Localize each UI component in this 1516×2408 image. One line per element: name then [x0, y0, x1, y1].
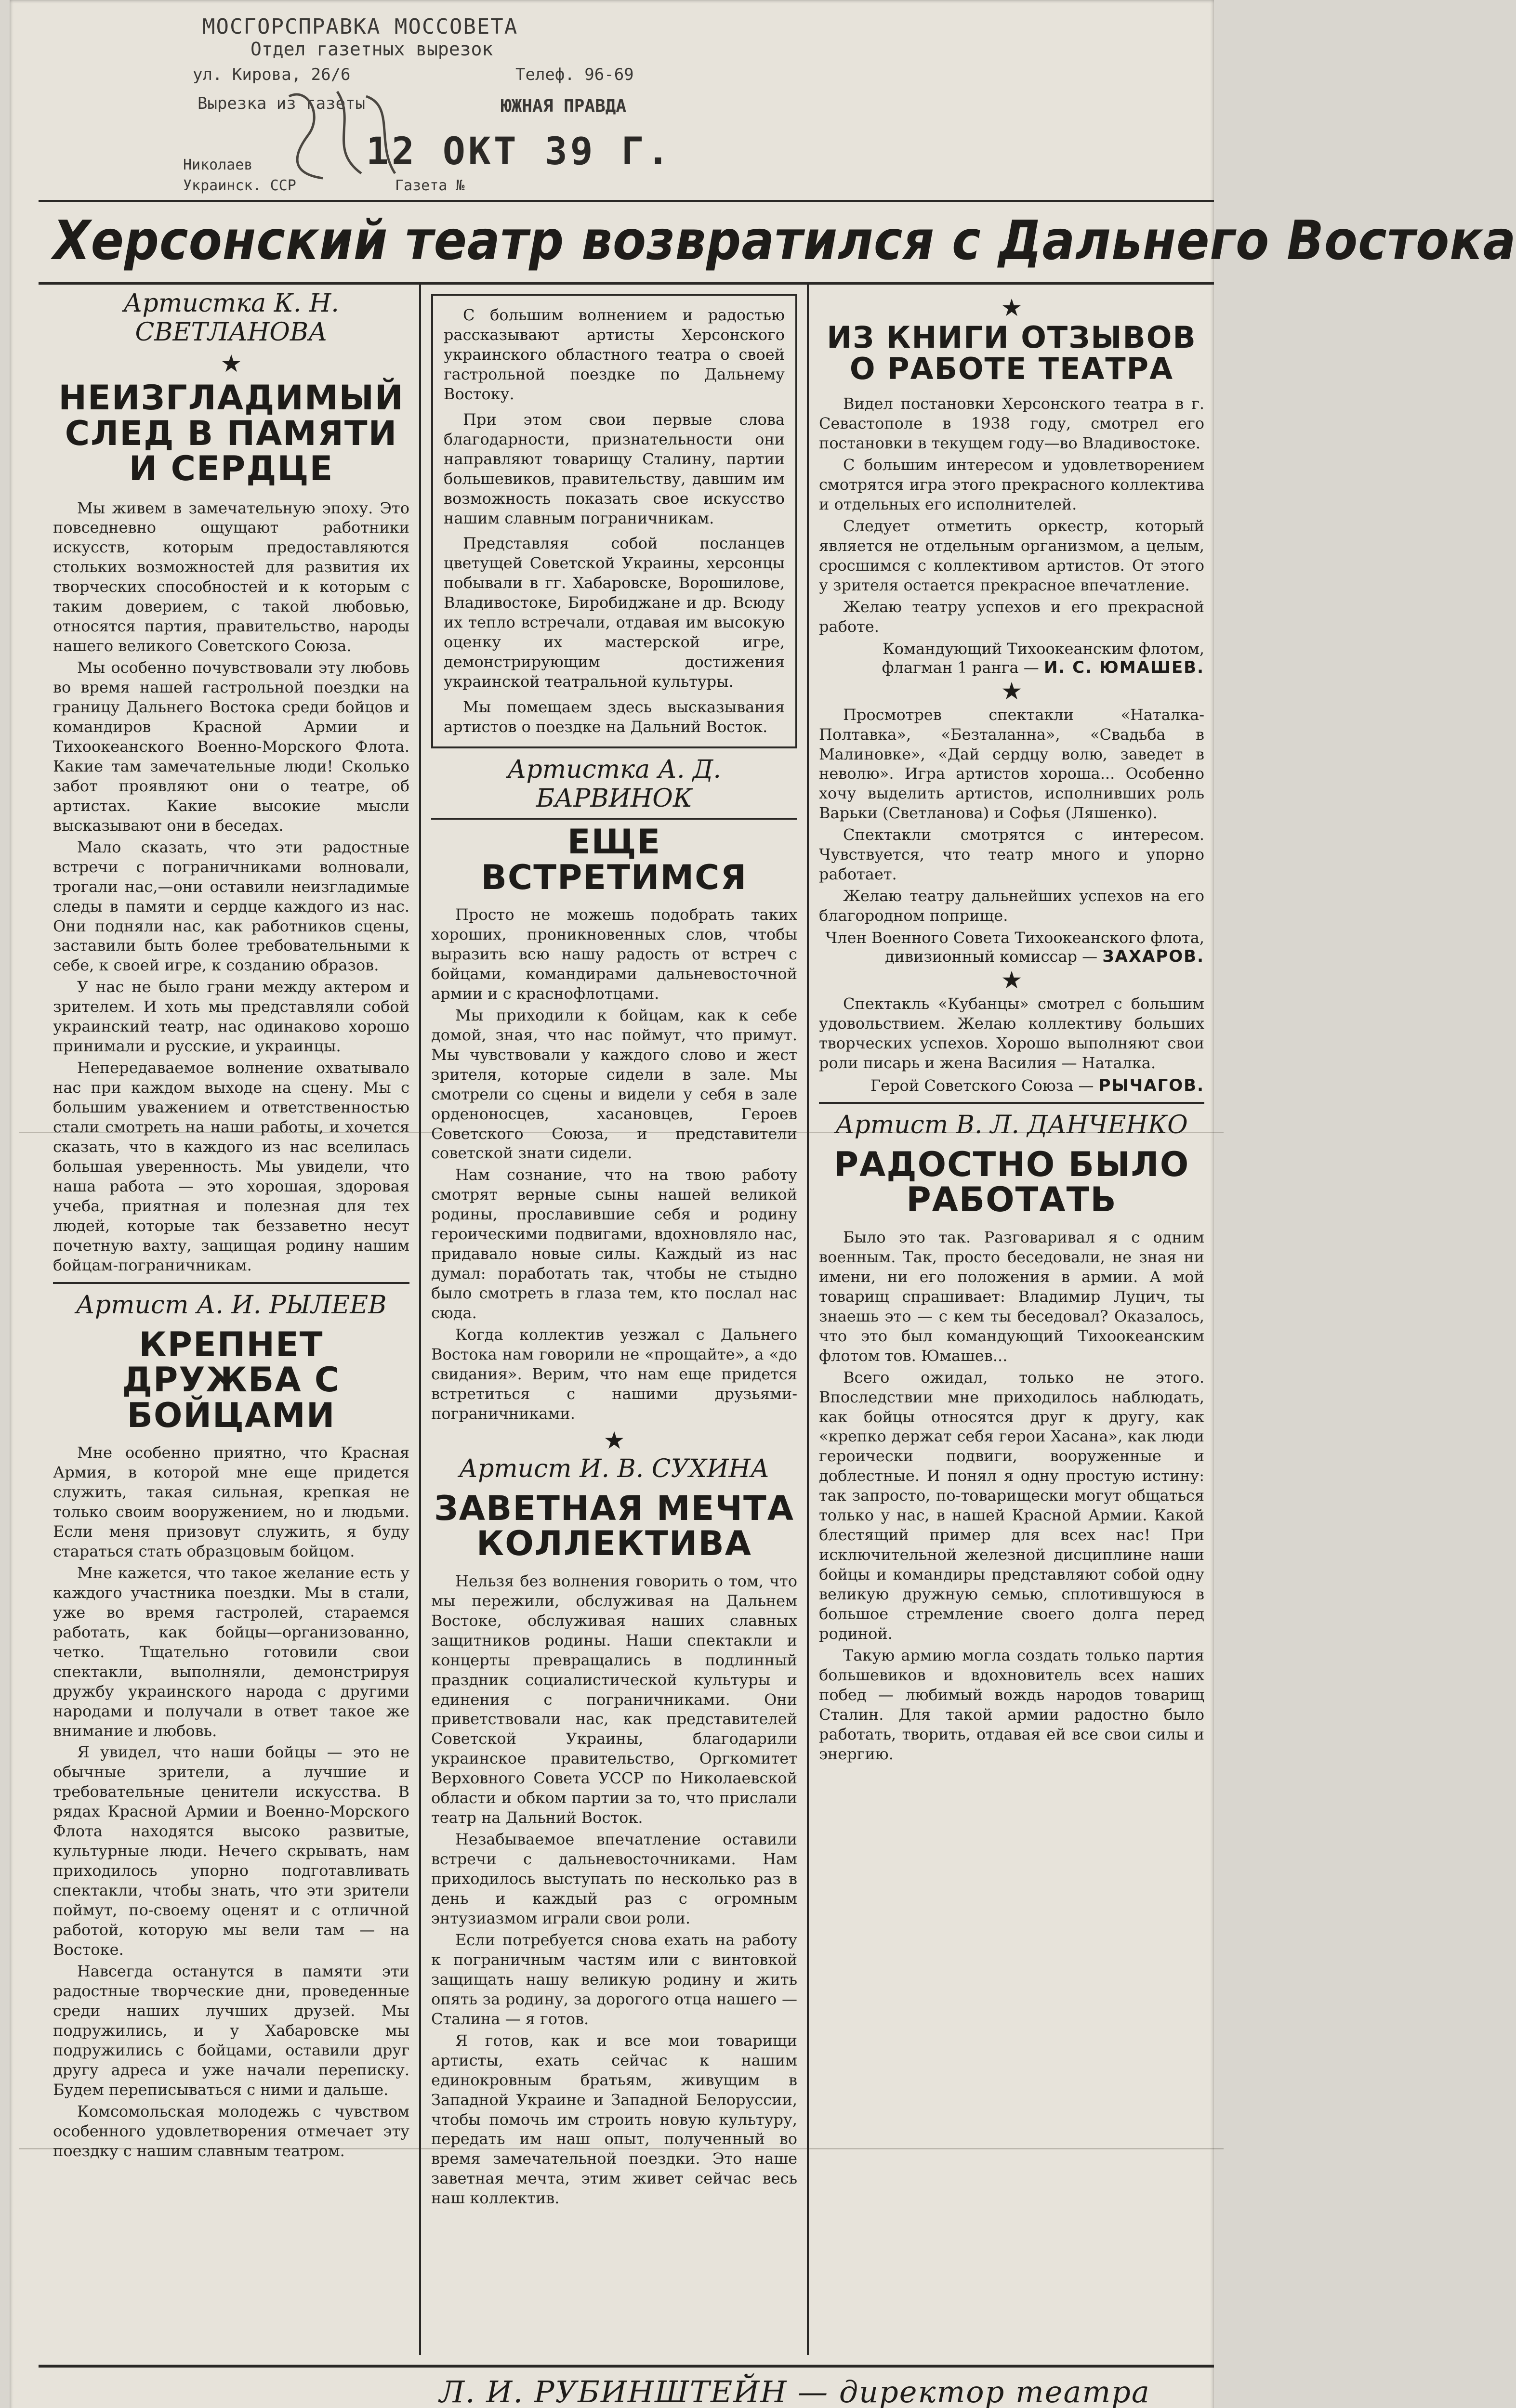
column-divider — [419, 284, 421, 2355]
section-rule — [53, 1282, 409, 1284]
headline-rule — [39, 282, 1214, 285]
paragraph: Видел постановки Херсонского театра в г. Севастополе в 1938 году, смотрел его постановки в текущем году—во Владивостоке. — [819, 394, 1204, 453]
top-rule — [39, 200, 1214, 202]
star-icon: ★ — [603, 1426, 625, 1454]
paragraph: С большим волнением и радостью рассказывают артисты Херсонского украинского областного театра о своей гастрольной поездке по Дальнему Востоку. — [444, 306, 785, 403]
stamp-newspaper: ЮЖНАЯ ПРАВДА — [501, 96, 627, 116]
stamp-address: ул. Кирова, 26/6 — [193, 65, 351, 84]
stamp-ssr: Украинск. ССР — [183, 177, 296, 194]
paragraph: Мы приходили к бойцам, как к себе домой, зная, что нас поймут, что примут. Мы чувствовали у каждого слово и жест зрителя, которые сидели в зале. Мы смотрели со сцены и видели у себя в зале орденоносцев, хасановцев, Героев Советского Союза, и представители советской знати сидели. — [431, 1006, 797, 1163]
paragraph: При этом свои первые слова благодарности, признательности они направляют товарищу Сталину, партии большевиков, правительству, давшим им возможность показать свое искусство нашим славным пограничникам. — [444, 410, 785, 527]
byline-danchenko: Артист В. Л. ДАНЧЕНКО — [835, 1110, 1188, 1139]
byline-ryleev: Артист А. И. РЫЛЕЕВ — [76, 1290, 387, 1320]
signature-zakharov — [819, 929, 1204, 966]
main-headline: Херсонский театр возвратился с Дальнего Востока — [53, 209, 1516, 272]
paragraph: Когда коллектив уезжал с Дальнего Востока нам говорили не «прощайте», а «до свидания». Верим, что нам еще придется встретиться с нашими друзьями-пограничниками. — [431, 1325, 797, 1423]
stamp-agency: МОСГОРСПРАВКА МОССОВЕТА — [202, 14, 518, 39]
article-body-ryleev — [53, 1443, 409, 2160]
paragraph: Непередаваемое волнение охватывало нас при каждом выходе на сцену. Мы с большим уважением и ответственностью стали смотреть на наши работы, и хочется сказать, что в каждого из нас вселилась большая уверенность. Мы увидели, что наша работа — это хорошая, здоровая учеба, приятная и полезная для тех людей, которые так беззаветно несут почетную вахту, защищая родину нашим бойцам-пограничникам. — [53, 1059, 409, 1274]
column-middle — [431, 294, 797, 2211]
newspaper-clipping — [10, 0, 1516, 2408]
paragraph: Спектакли смотрятся с интересом. Чувствуется, что театр много и упорно работает. — [819, 825, 1204, 884]
title-eshche-vstretimsya: ЕЩЕ ВСТРЕТИМСЯ — [481, 822, 748, 897]
title-radostno-bylo-rabotat: РАДОСТНО БЫЛО РАБОТАТЬ — [833, 1144, 1190, 1220]
signature-role: Командующий Тихоокеанским флотом, флагман 1 ранга — — [882, 639, 1204, 677]
signature-rychagov — [819, 1076, 1204, 1095]
signature-role: Герой Советского Союза — — [870, 1076, 1094, 1095]
paragraph: Мы живем в замечательную эпоху. Это повседневно ощущают работники искусств, которым предоставляются стольких возможностей для развития их творческих способностей и к которым с таким доверием, с такой любовью, относятся партия, правительство, народы нашего великого Советского Союза. — [53, 498, 409, 655]
article-body-barvinok — [431, 905, 797, 1424]
paragraph: Следует отметить оркестр, который является не отдельным организмом, а целым, сросшимся с коллективом артистов. От этого у зрителя остается прекрасное впечатление. — [819, 516, 1204, 594]
paragraph: С большим интересом и удовлетворением смотрятся игра этого прекрасного коллектива и отдельных его исполнителей. — [819, 456, 1204, 513]
intro-box-text — [444, 305, 785, 737]
signature-role: Член Военного Совета Тихоокеанского флота, дивизионный комиссар — — [825, 929, 1204, 966]
signature-name: ЗАХАРОВ. — [1102, 947, 1204, 967]
paragraph: Желаю театру дальнейших успехов на его благородном поприще. — [819, 887, 1204, 925]
signature-yumashev — [819, 640, 1204, 677]
signature-name: И. С. ЮМАШЕВ. — [1043, 657, 1204, 677]
byline-rubinstein: Л. И. РУБИНШТЕЙН — директор театра — [439, 2374, 1150, 2408]
title-iz-knigi-otzyvov: ИЗ КНИГИ ОТЗЫВОВ О РАБОТЕ ТЕАТРА — [827, 320, 1197, 387]
paper-fold — [19, 1132, 1224, 1133]
paragraph: Нельзя без волнения говорить о том, что мы пережили, обслуживая на Дальнем Востоке, обслуживая наших славных защитников родины. Наши спектакли и концерты превращались в подлинный праздник социалистической культуры и единения с пограничниками. Они приветствовали нас, как представителей Советской Украины, благодарили украинское правительство, Оргкомитет Верховного Совета УССР по Николаевской области и обком партии за то, что прислали театр на Дальний Восток. — [431, 1571, 797, 1827]
star-icon: ★ — [1001, 677, 1023, 705]
reviews-body-2 — [819, 705, 1204, 926]
star-icon: ★ — [220, 350, 242, 378]
paragraph: Комсомольская молодежь с чувством особенного удовлетворения отмечает эту поездку с нашим славным театром. — [53, 2102, 409, 2160]
section-rule — [819, 1102, 1204, 1104]
star-icon: ★ — [1001, 966, 1023, 995]
paragraph: Я готов, как и все мои товарищи артисты, ехать сейчас к нашим единокровным братьям, живущим в Западной Украине и Западной Белоруссии, чтобы помочь им строить новую культуру, передать им наш опыт, полученный во время замечательной поездки. Это наше заветная мечта, этим живет сейчас весь наш коллектив. — [431, 2031, 797, 2208]
paragraph: Представляя собой посланцев цветущей Советской Украины, херсонцы побывали в гг. Хабаровске, Ворошилове, Владивостоке, Биробиджане и др. Всюду их тепло встречали, отдавая им высокую оценку их мастерской игре, демонстрирующим достижения украинской театральной культуры. — [444, 534, 785, 691]
stamp-phone: Телеф. 96-69 — [515, 65, 634, 84]
column-svetlanova — [53, 289, 409, 2163]
stamp-gazette-no: Газета № — [395, 177, 465, 194]
paragraph: Такую армию могла создать только партия большевиков и вдохновитель всех наших побед — любимый вождь народов товарищ Сталин. Для такой армии радостно было работать, творить, отдавая ей все свои силы и энергию. — [819, 1646, 1204, 1763]
intro-box — [431, 294, 797, 748]
paragraph: Мне особенно приятно, что Красная Армия, в которой мне еще придется служить, такая сильная, крепкая не только своим вооружением, но и людьми. Если меня призовут служить, я буду стараться стать образцовым бойцом. — [53, 1443, 409, 1560]
article-body-svetlanova — [53, 498, 409, 1275]
title-krepnet-druzhba: КРЕПНЕТ ДРУЖБА С БОЙЦАМИ — [122, 1324, 341, 1435]
title-zavetnaya-mechta: ЗАВЕТНАЯ МЕЧТА КОЛЛЕКТИВА — [434, 1488, 794, 1564]
byline-barvinok: Артистка А. Д. БАРВИНОК — [507, 755, 721, 813]
article-body-danchenko — [819, 1228, 1204, 1764]
rubinstein-top-rule — [39, 2365, 1214, 2368]
clipping-stamp — [10, 0, 1214, 202]
section-rule — [431, 818, 797, 820]
paragraph: Просто не можешь подобрать таких хороших, проникновенных слов, чтобы выразить всю нашу радость от встреч с бойцами, командирами дальневосточной армии и с краснофлотцами. — [431, 905, 797, 1003]
stamp-clipped-from: Вырезка из газеты — [198, 94, 365, 113]
byline-sukhina: Артист И. В. СУХИНА — [459, 1454, 770, 1483]
paragraph: Было это так. Разговаривал я с одним военным. Так, просто беседовали, не зная ни имени, ни его положения в армии. А мой товарищ спрашивает: Владимир Луцич, ты знаешь это — с кем ты беседовал? Оказалось, что это был командующий Тихоокеанским флотом тов. Юмашев... — [819, 1228, 1204, 1365]
stamp-dept: Отдел газетных вырезок — [250, 39, 493, 60]
article-body-sukhina — [431, 1571, 797, 2209]
paragraph: Мне кажется, что такое желание есть у каждого участника поездки. Мы в стали, уже во время гастролей, стараемся работать, как бойцы—организованно, четко. Тщательно готовили свои спектакли, выполняли, демонстрируя дружбу украинского народа с другими народами и получали в ответ такое же внимание и любовь. — [53, 1563, 409, 1740]
stamp-date: 12 ОКТ 39 Г. — [366, 130, 672, 173]
byline-svetlanova: Артистка К. Н. СВЕТЛАНОВА — [123, 289, 339, 347]
paragraph: Просмотрев спектакли «Наталка-Полтавка», «Безталанна», «Свадьба в Малиновке», «Дай сердцу волю, заведет в неволю». Игра артистов хороша... Особенно хочу выделить артистов, исполнивших роль Варьки (Светланова) и Софья (Ляшенко). — [819, 705, 1204, 823]
paragraph: У нас не было грани между актером и зрителем. И хоть мы представляли собой украинский театр, нас одинаково хорошо принимали и русские, и украинцы. — [53, 978, 409, 1056]
column-reviews — [819, 294, 1204, 1767]
paper-fold — [19, 2148, 1224, 2149]
paragraph: Спектакль «Кубанцы» смотрел с большим удовольствием. Желаю коллективу больших творческих успехов. Хорошо выполняют свои роли писарь и жена Василия — Наталка. — [819, 995, 1204, 1072]
paragraph: Желаю театру успехов и его прекрасной работе. — [819, 597, 1204, 636]
paragraph: Всего ожидал, только не этого. Впоследствии мне приходилось наблюдать, как бойцы относятся друг к другу, как «крепко держат себя герои Хасана», как люди героически подвиги, вооруженные и доблестные. И понял я одну простую истину: так запросто, по-товарищески могут общаться только у нас, в нашей Красной Армии. Какой блестящий пример для всех нас! При исключительной железной дисциплине наши бойцы и командиры представляют собой одну великую дружную семью, сплотившуюся в большое стремление своего долга перед родиной. — [819, 1368, 1204, 1643]
reviews-body-3 — [819, 994, 1204, 1073]
column-divider — [807, 284, 809, 2355]
signature-name: РЫЧАГОВ. — [1098, 1075, 1204, 1095]
reviews-body — [819, 394, 1204, 636]
paragraph: Мало сказать, что эти радостные встречи с пограничниками волновали, трогали нас,—они оставили неизгладимые следы в памяти и сердце каждого из нас. Они подняли нас, как работников сцены, заставили быть более требовательными к себе, к своей игре, к созданию образов. — [53, 838, 409, 975]
paragraph: Я увидел, что наши бойцы — это не обычные зрители, а лучшие и требовательные ценители искусства. В рядах Красной Армии и Военно-Морского Флота находятся высоко развитые, культурные люди. Нечего скрывать, нам приходилось упорно подготавливать спектакли, чтобы знать, что эти зрители поймут, по-своему оценят и с отличной работой, которую мы вели там — на Востоке. — [53, 1743, 409, 1959]
star-icon: ★ — [1001, 294, 1023, 322]
handwritten-scrawl-icon — [279, 77, 405, 193]
paragraph: Нам сознание, что на твою работу смотрят верные сыны нашей великой родины, прославившие себя и родину героическими подвигами, вдохновляло нас, придавало новые силы. Каждый из нас думал: поработать так, чтобы не стыдно было смотреть в глаза тем, кто послал нас сюда. — [431, 1165, 797, 1322]
paragraph: Мы особенно почувствовали эту любовь во время нашей гастрольной поездки на границу Дальнего Востока среди бойцов и командиров Красной Армии и Тихоокеанского Военно-Морского Флота. Какие там замечательные люди! Сколько забот проявляют они о театре, об артистах. Какие высокие мысли высказывают они в беседах. — [53, 658, 409, 835]
paragraph: Мы помещаем здесь высказывания артистов о поездке на Дальний Восток. — [444, 698, 785, 736]
stamp-city: Николаев — [183, 157, 253, 173]
paragraph: Незабываемое впечатление оставили встречи с дальневосточниками. Нам приходилось выступать по несколько раз в день и каждый раз с огромным энтузиазмом играли свои роли. — [431, 1830, 797, 1927]
title-neizgladimy-sled: НЕИЗГЛАДИМЫЙ СЛЕД В ПАМЯТИ И СЕРДЦЕ — [58, 378, 404, 488]
paragraph: Навсегда останутся в памяти эти радостные творческие дни, проведенные среди наших лучших друзей. Мы подружились, и у Хабаровске мы подружились с бойцами, оставили друг другу адреса и уже начали переписку. Будем переписываться с ними и дальше. — [53, 1962, 409, 2099]
paragraph: Если потребуется снова ехать на работу к пограничным частям или с винтовкой защищать нашу великую родину и жить опять за родину, за дорогого отца нашего — Сталина — я готов. — [431, 1930, 797, 2028]
